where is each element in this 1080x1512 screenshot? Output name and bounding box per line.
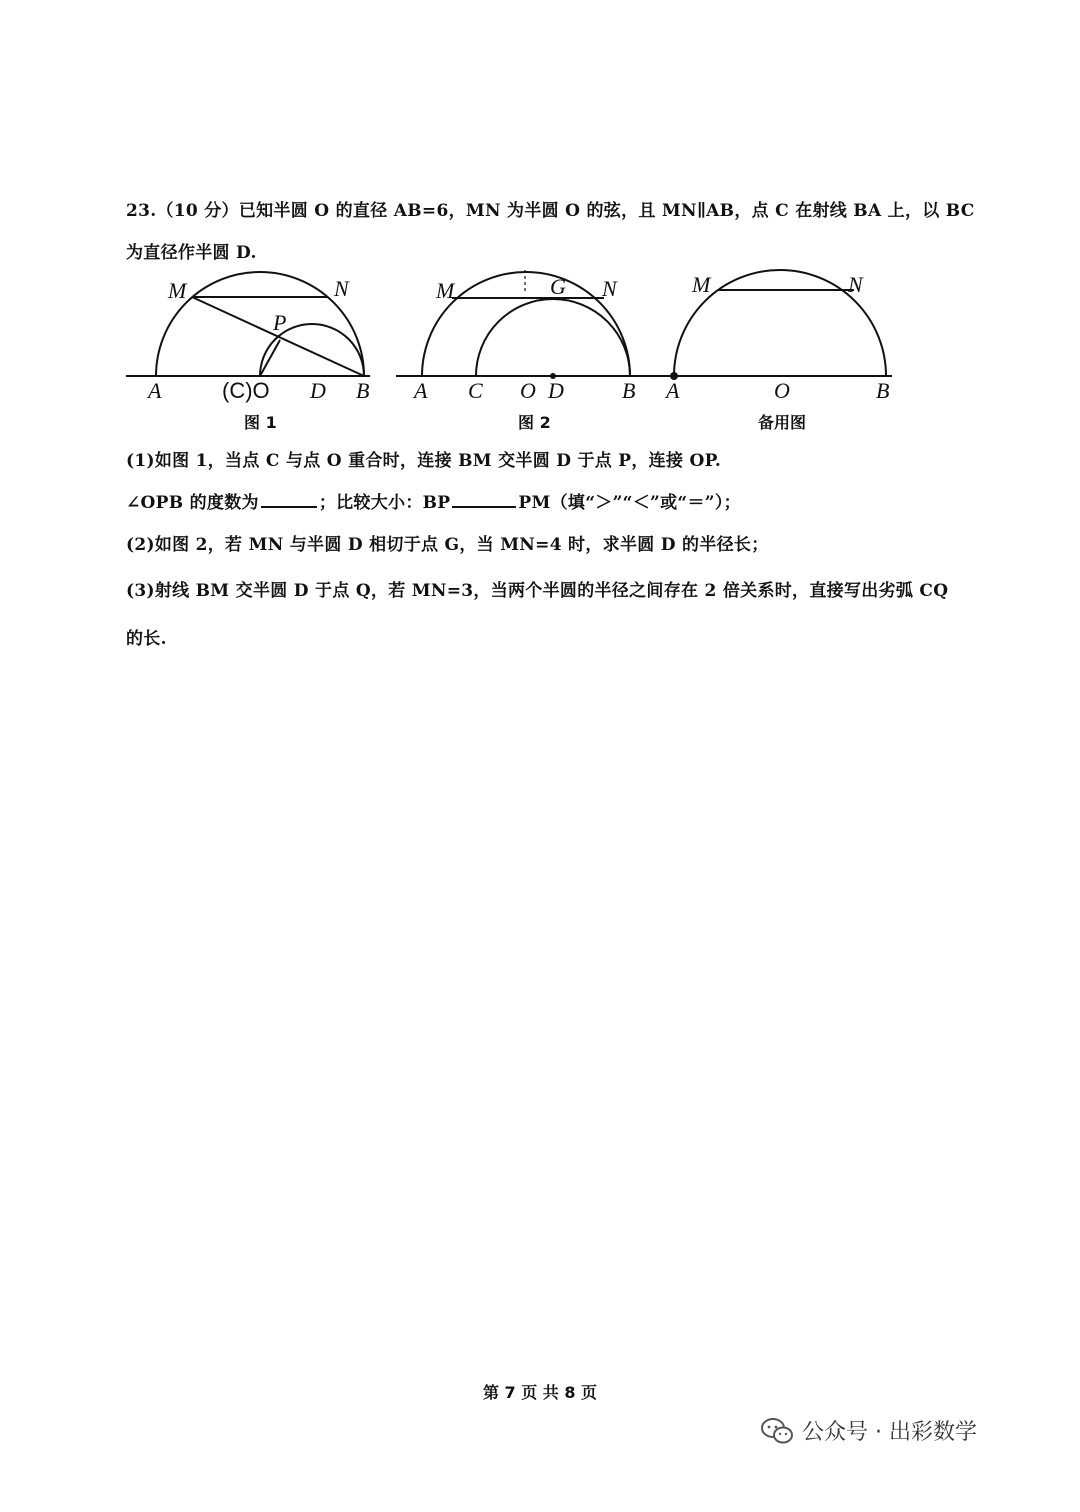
- fig3-label-a: A: [666, 378, 680, 403]
- fig1-label-co: (C)O: [222, 378, 270, 403]
- problem-stem-text: 已知半圆 O 的直径 AB=6，MN 为半圆 O 的弦，且 MN∥AB，点 C 在射线 BA 上，以 BC: [238, 201, 975, 221]
- q1-fill-hint: PM（填“＞”“＜”或“＝”）；: [518, 493, 741, 513]
- fig2-label-a: A: [414, 378, 428, 403]
- answer-blank-angle: [261, 492, 317, 508]
- fig2-label-b: B: [622, 378, 636, 403]
- q1-compare-text: ；比较大小：BP: [318, 493, 451, 513]
- question-3-line1: (3)射线 BM 交半圆 D 于点 Q，若 MN=3，当两个半圆的半径之间存在 2 倍关系时，直接写出劣弧 CQ: [126, 581, 949, 601]
- fig2-label-g: G: [550, 274, 566, 299]
- watermark-text: 公众号 · 出彩数学: [802, 1420, 977, 1445]
- fig3-label-b: B: [876, 378, 890, 403]
- question-3-line2: 的长.: [126, 629, 167, 649]
- fig3-caption: 备用图: [758, 413, 807, 432]
- question-2: (2)如图 2，若 MN 与半圆 D 相切于点 G，当 MN=4 时，求半圆 D 的半径长；: [126, 535, 769, 555]
- fig3-label-m: M: [692, 272, 711, 297]
- answer-blank-compare: [452, 492, 516, 508]
- figures-group: [120, 258, 920, 408]
- fig2-label-c: C: [468, 378, 483, 403]
- question-1-line1: (1)如图 1，当点 C 与点 O 重合时，连接 BM 交半圆 D 于点 P，连接 OP.: [126, 451, 722, 471]
- q1-angle-text: ∠OPB 的度数为: [126, 493, 259, 513]
- page-number: 第 7 页 共 8 页: [482, 1383, 598, 1402]
- fig1-semicircle-o: [156, 272, 364, 376]
- wechat-icon: [760, 1417, 794, 1445]
- fig3-label-o: O: [774, 378, 790, 403]
- fig2-label-d: D: [548, 378, 564, 403]
- fig1-label-b: B: [356, 378, 370, 403]
- fig1-label-p: P: [273, 310, 287, 335]
- fig1-label-n: N: [334, 276, 349, 301]
- fig2-label-n: N: [602, 276, 617, 301]
- fig2-caption: 图 2: [518, 413, 551, 432]
- fig1-label-m: M: [168, 278, 187, 303]
- fig2-label-o: O: [520, 378, 536, 403]
- fig2-label-m: M: [436, 278, 455, 303]
- fig3-label-n: N: [848, 272, 863, 297]
- fig1-label-a: A: [148, 378, 162, 403]
- watermark: [760, 1415, 977, 1446]
- fig1-label-d: D: [310, 378, 326, 403]
- question-1-line2: [126, 488, 741, 513]
- problem-stem-line1: [126, 196, 975, 221]
- problem-stem-line2: 为直径作半圆 D.: [126, 243, 257, 263]
- fig1-caption: 图 1: [244, 413, 277, 432]
- problem-points: （10 分）: [156, 201, 239, 221]
- problem-number: 23.: [126, 201, 157, 221]
